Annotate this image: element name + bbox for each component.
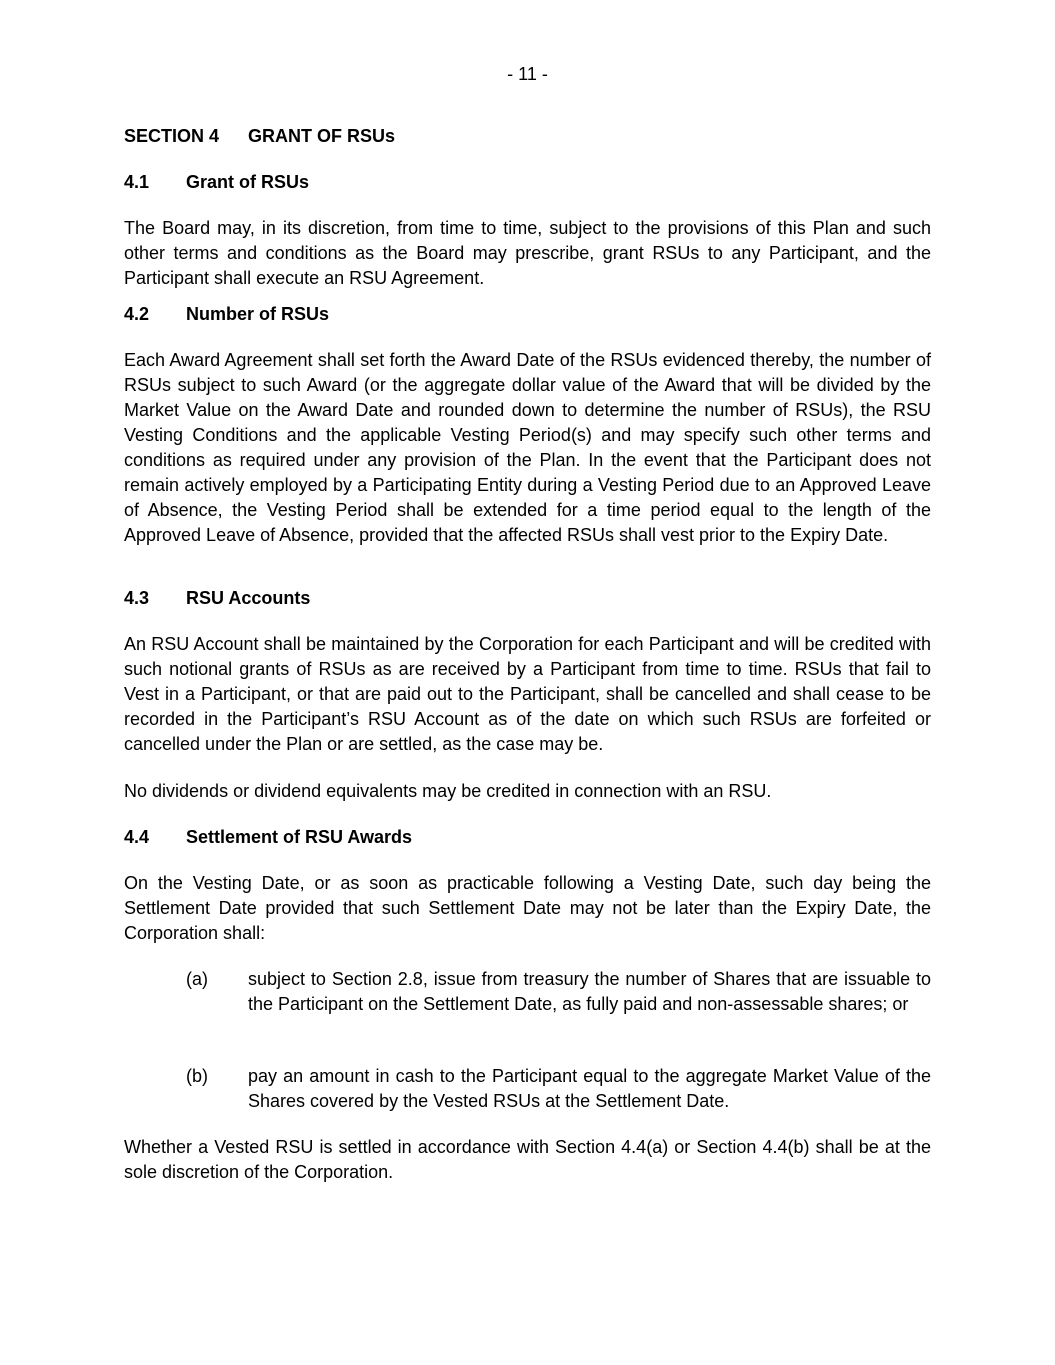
list-text: subject to Section 2.8, issue from treasury the number of Shares that are issuable to the Participant on the Settlement Date, as fully paid and non-assessable shares; or xyxy=(248,969,931,1014)
paragraph-4-3-dividends: No dividends or dividend equivalents may be credited in connection with an RSU. xyxy=(124,781,772,801)
section-heading xyxy=(124,124,931,149)
list-item-a xyxy=(186,967,931,1017)
paragraph-4-4-closing: Whether a Vested RSU is settled in accordance with Section 4.4(a) or Section 4.4(b) shall be at the sole discretion of the Corporation. xyxy=(124,1137,931,1182)
subsection-heading-4-1 xyxy=(124,170,931,195)
subsection-heading-4-3 xyxy=(124,586,931,611)
paragraph-4-4-intro: On the Vesting Date, or as soon as practicable following a Vesting Date, such day being the Settlement Date provided that such Settlement Date may not be later than the Expiry Date, the Corporation shall: xyxy=(124,873,931,943)
section-number: SECTION 4 xyxy=(124,126,220,146)
subsection-title: RSU Accounts xyxy=(186,588,311,608)
subsection-heading-4-2 xyxy=(124,302,931,327)
subsection-number: 4.3 xyxy=(124,588,150,608)
subsection-title: Settlement of RSU Awards xyxy=(186,827,413,847)
paragraph-4-3-accounts: An RSU Account shall be maintained by the Corporation for each Participant and will be credited with such notional grants of RSUs as are received by a Participant from time to time. RSUs that fail to Vest in a Participant, or that are paid out to the Participant, shall be cancelled and shall cease to be recorded in the Participant’s RSU Account as of the date on which such RSUs are forfeited or cancelled under the Plan or are settled, as the case may be. xyxy=(124,634,931,754)
subsection-number: 4.2 xyxy=(124,304,150,324)
subsection-heading-4-4 xyxy=(124,825,931,850)
list-text: pay an amount in cash to the Participant equal to the aggregate Market Value of the Shares covered by the Vested RSUs at the Settlement Date. xyxy=(248,1066,931,1111)
page-number: - 11 - xyxy=(507,64,548,84)
list-label: (a) xyxy=(186,969,208,989)
paragraph-4-2: Each Award Agreement shall set forth the Award Date of the RSUs evidenced thereby, the number of RSUs subject to such Award (or the aggregate dollar value of the Award that will be divided by the Market Value on the Award Date and rounded down to determine the number of RSUs), the RSU Vesting Conditions and the applicable Vesting Period(s) and may specify such other terms and conditions as required under any provision of the Plan. In the event that the Participant does not remain actively employed by a Participating Entity during a Vesting Period due to an Approved Leave of Absence, the Vesting Period shall be extended for a time period equal to the length of the Approved Leave of Absence, provided that the affected RSUs shall vest prior to the Expiry Date. xyxy=(124,350,931,545)
subsection-title: Grant of RSUs xyxy=(186,172,310,192)
list-item-b xyxy=(186,1064,931,1114)
subsection-title: Number of RSUs xyxy=(186,304,330,324)
section-title: GRANT OF RSUs xyxy=(248,126,396,146)
list-label: (b) xyxy=(186,1066,208,1086)
subsection-number: 4.1 xyxy=(124,172,150,192)
paragraph-4-1: The Board may, in its discretion, from time to time, subject to the provisions of this Plan and such other terms and conditions as the Board may prescribe, grant RSUs to any Participant, and the Participant shall execute an RSU Agreement. xyxy=(124,218,931,288)
subsection-number: 4.4 xyxy=(124,827,150,847)
